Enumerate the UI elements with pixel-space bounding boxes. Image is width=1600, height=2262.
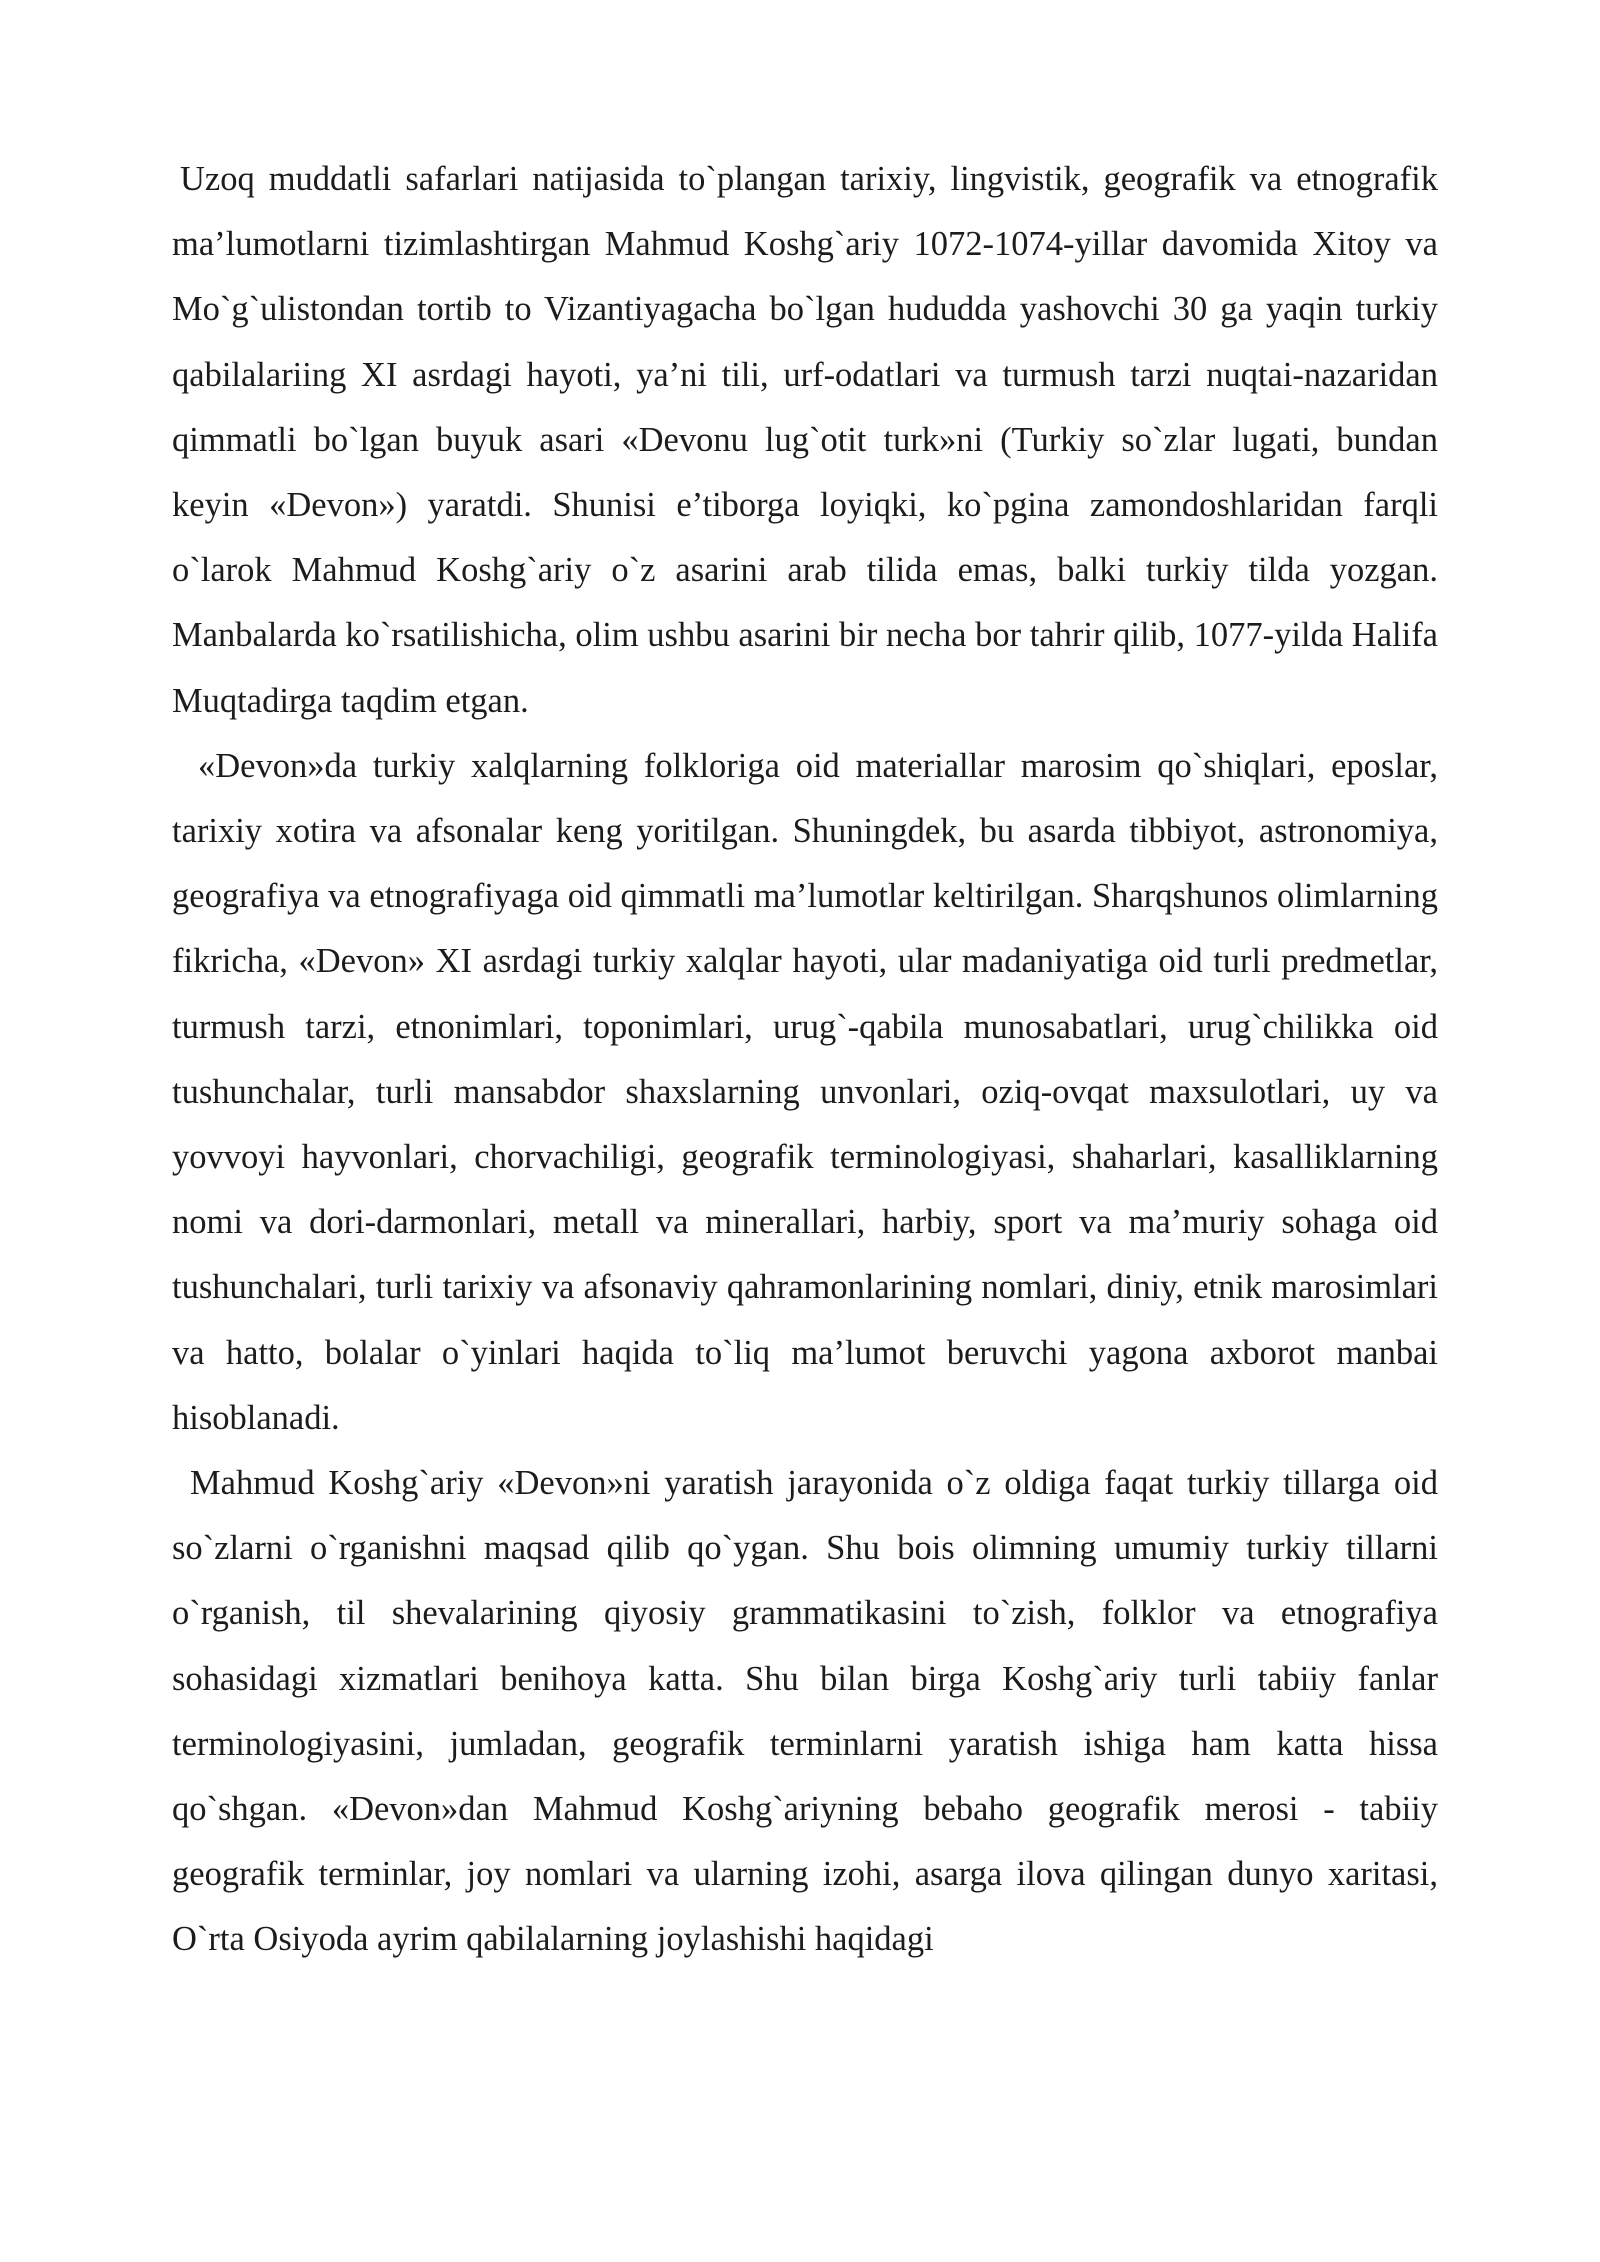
paragraph-1: Uzoq muddatli safarlari natijasida to`plangan tarixiy, lingvistik, geografik va etnografik ma’lumotlarni tizimlashtirgan Mahmud Koshg`ariy 1072-1074-yillar davomida Xitoy va Mo`g`ulistondan tortib to Vizantiyagacha bo`lgan hududda yashovchi 30 ga yaqin turkiy qabilalariing XI asrdagi hayoti, ya’ni tili, urf-odatlari va turmush tarzi nuqtai-nazaridan qimmatli bo`lgan buyuk asari «Devonu lug`otit turk»ni (Turkiy so`zlar lugati, bundan keyin «Devon») yaratdi. Shunisi e’tiborga loyiqki, ko`pgina zamondoshlaridan farqli o`larok Mahmud Koshg`ariy o`z asarini arab tilida emas, balki turkiy tilda yozgan. Manbalarda ko`rsatilishicha, olim ushbu asarini bir necha bor tahrir qilib, 1077-yilda Halifa Muqtadirga taqdim etgan. — [172, 160, 1438, 720]
document-body — [172, 147, 1438, 1973]
paragraph-2: «Devon»da turkiy xalqlarning folkloriga oid materiallar marosim qo`shiqlari, eposlar, tarixiy xotira va afsonalar keng yoritilgan. Shuningdek, bu asarda tibbiyot, astronomiya, geografiya va etnografiyaga oid qimmatli ma’lumotlar keltirilgan. Sharqshunos olimlarning fikricha, «Devon» XI asrdagi turkiy xalqlar hayoti, ular madaniyatiga oid turli predmetlar, turmush tarzi, etnonimlari, toponimlari, urug`-qabila munosabatlari, urug`chilikka oid tushunchalar, turli mansabdor shaxslarning unvonlari, oziq-ovqat maxsulotlari, uy va yovvoyi hayvonlari, chorvachiligi, geografik terminologiyasi, shaharlari, kasalliklarning nomi va dori-darmonlari, metall va minerallari, harbiy, sport va ma’muriy sohaga oid tushunchalari, turli tarixiy va afsonaviy qahramonlarining nomlari, diniy, etnik marosimlari va hatto, bolalar o`yinlari haqida to`liq ma’lumot beruvchi yagona axborot manbai hisoblanadi. — [172, 746, 1438, 1437]
paragraph-3: Mahmud Koshg`ariy «Devon»ni yaratish jarayonida o`z oldiga faqat turkiy tillarga oid so`zlarni o`rganishni maqsad qilib qo`ygan. Shu bois olimning umumiy turkiy tillarni o`rganish, til shevalarining qiyosiy grammatikasini to`zish, folklor va etnografiya sohasidagi xizmatlari benihoya katta. Shu bilan birga Koshg`ariy turli tabiiy fanlar terminologiyasini, jumladan, geografik terminlarni yaratish ishiga ham katta hissa qo`shgan. «Devon»dan Mahmud Koshg`ariyning bebaho geografik merosi - tabiiy geografik terminlar, joy nomlari va ularning izohi, asarga ilova qilingan dunyo xaritasi, O`rta Osiyoda ayrim qabilalarning joylashishi haqidagi — [172, 1464, 1438, 1959]
